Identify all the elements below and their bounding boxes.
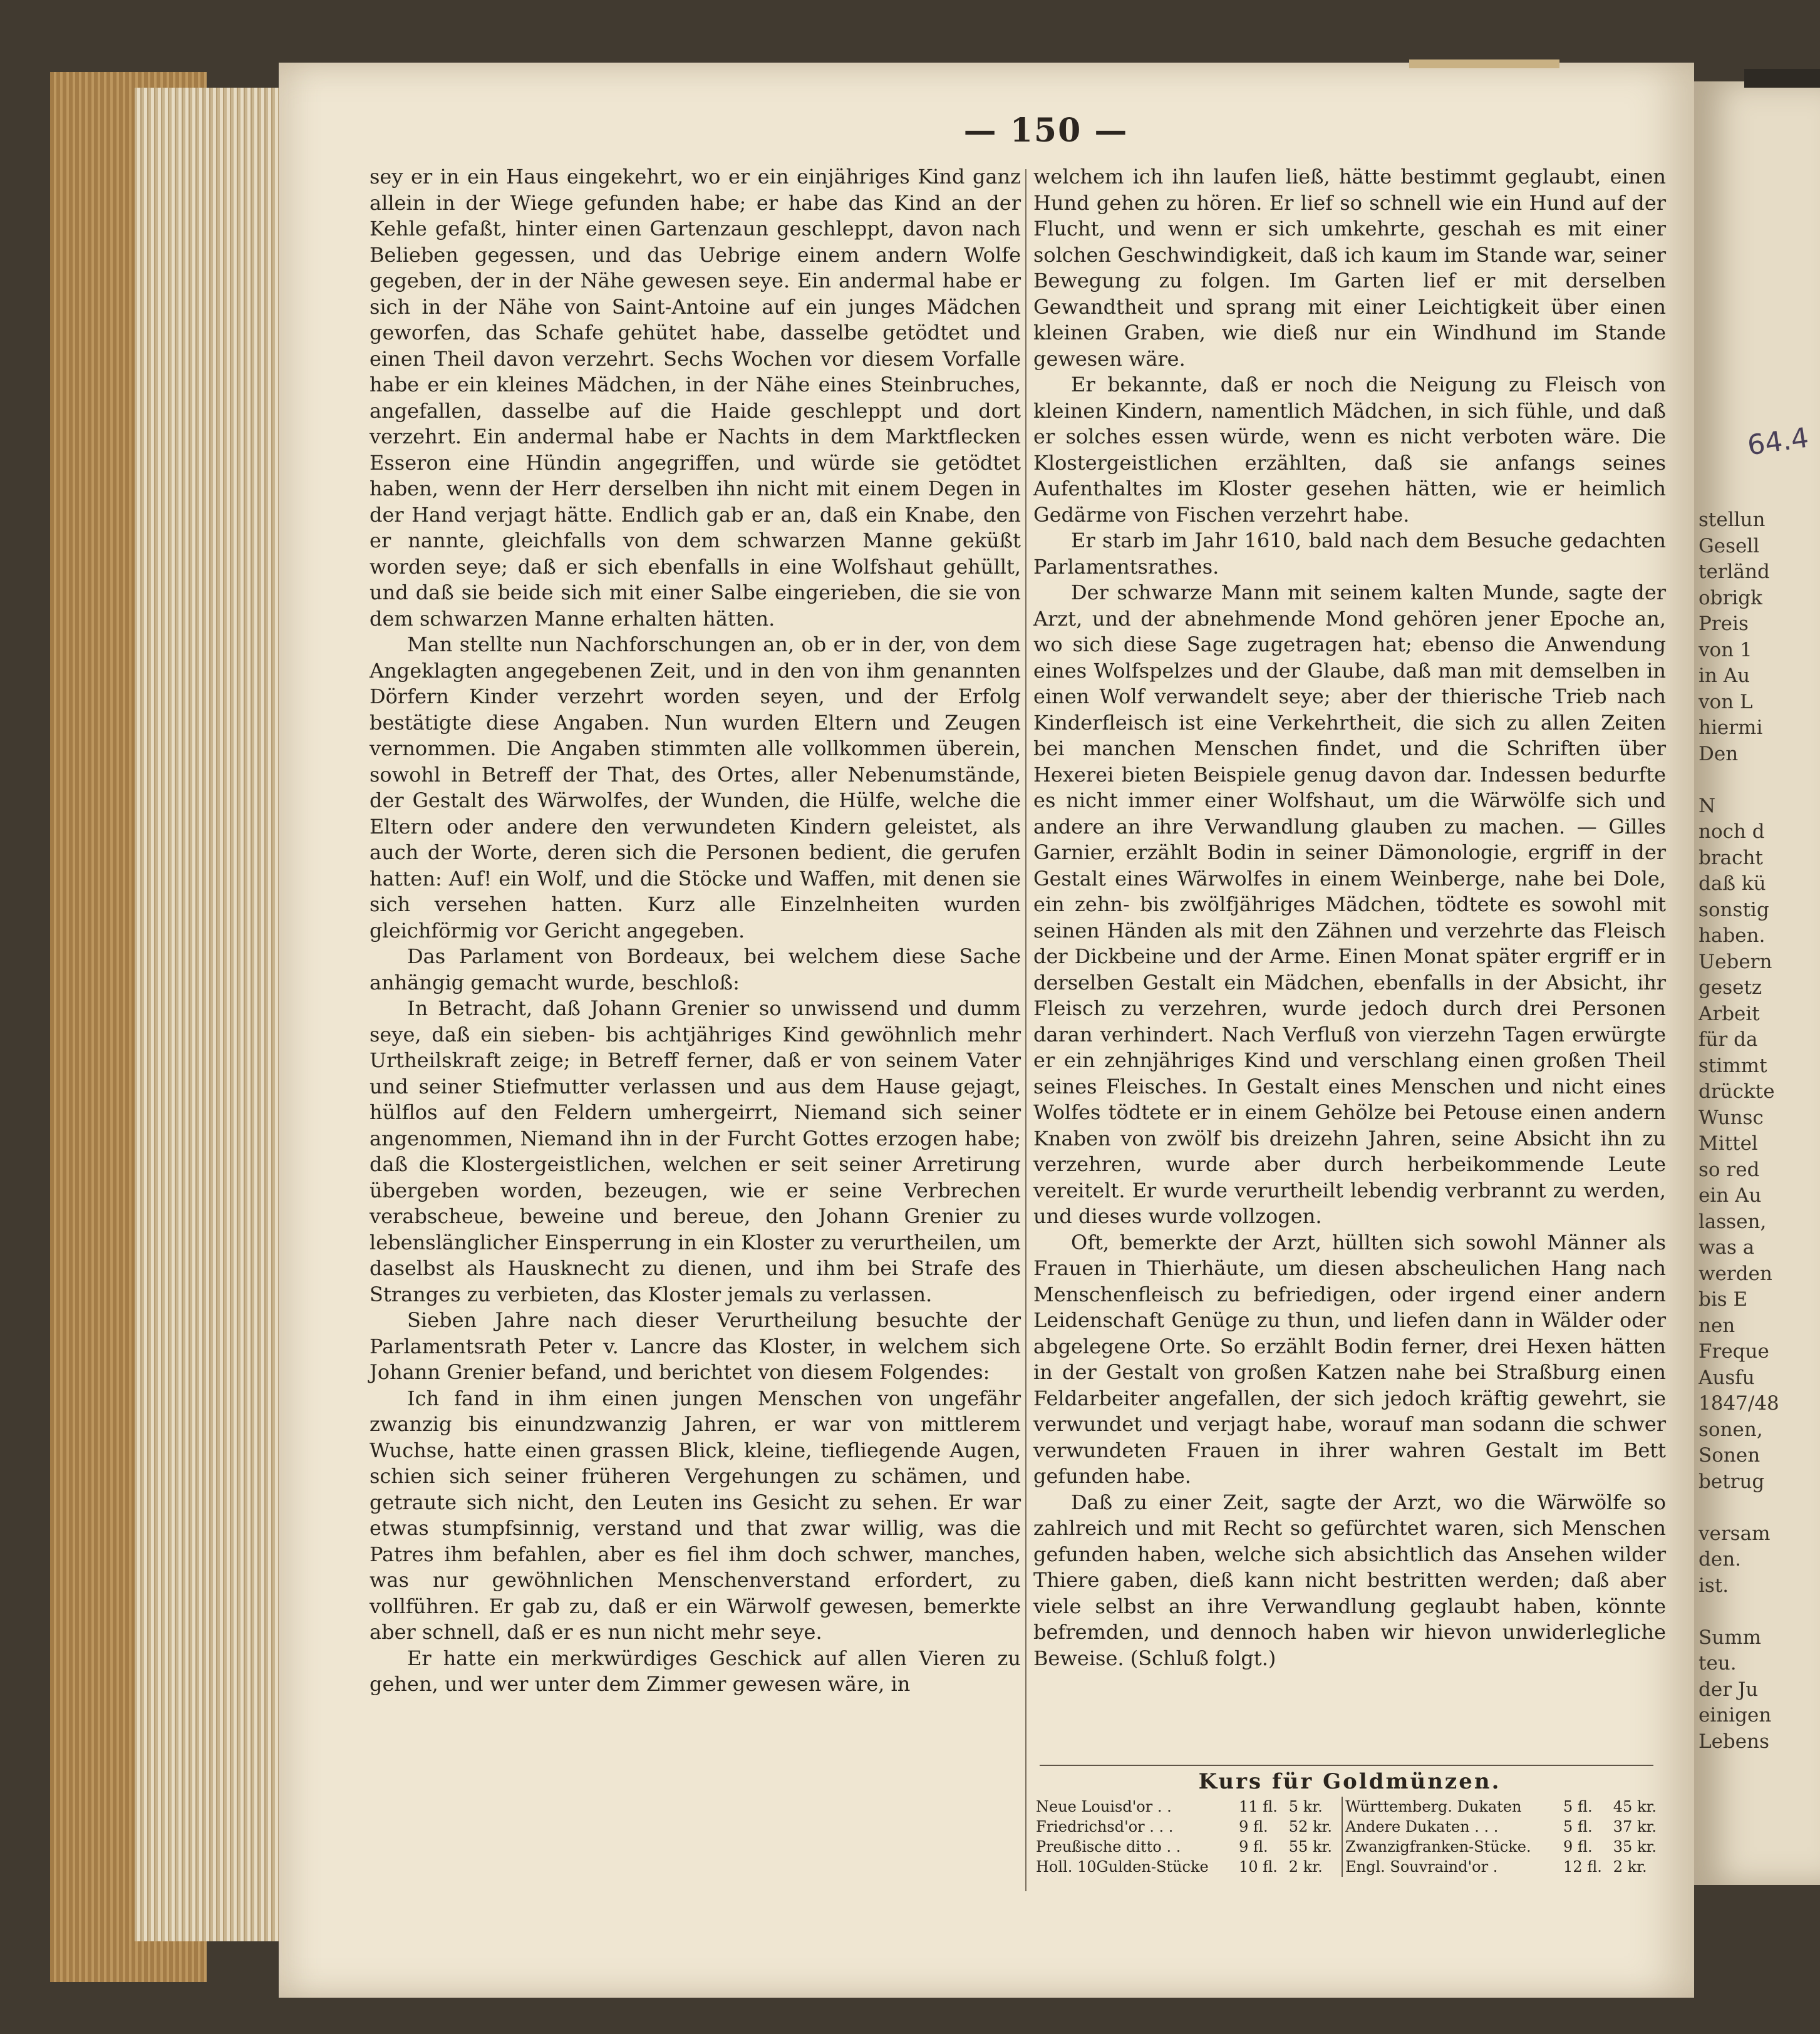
column-rule [1025, 169, 1026, 1891]
margin-line [1698, 767, 1817, 793]
margin-line: obrigk [1698, 586, 1762, 609]
margin-line: gesetz [1698, 976, 1762, 999]
rate-cell: 5 kr. [1288, 1798, 1323, 1815]
margin-line: der Ju [1698, 1678, 1759, 1701]
margin-line: Den [1698, 742, 1739, 765]
gold-coin-rates [1033, 1769, 1666, 1877]
paragraph: Der schwarze Mann mit seinem kalten Munde, sagte der Arzt, und der abnehmende Mond gehören jener Epoche an, wo sich diese Sage zugetragen hat; ebenso die Anwendung eines Wolfspelzes und der Glaube, daß man mit demselben in einen Wolf verwandelt seye; aber der thierische Trieb nach Kinderfleisch ist eine Verkehrtheit, die sich zu allen Zeiten bei manchen Menschen findet, und die Schriften über Hexerei bieten Beispiele genug davon dar. Indessen bedurfte es nicht immer einer Wolfshaut, um die Wärwölfe sich und andere an ihre Verwandlung glauben zu machen. — Gilles Garnier, erzählt Bodin in seiner Dämonologie, ergriff in der Gestalt eines Wärwolfes in einem Weinberge, nahe bei Dole, ein zehn- bis zwölfjähriges Mädchen, tödtete es sowohl mit seinen Händen als mit den Zähnen und verzehrte das Fleisch der Dickbeine und der Arme. Einen Monat später ergriff er in derselben Gestalt ein Mädchen, ebenfalls in der Absicht, ihr Fleisch zu verzehren, wurde jedoch durch drei Personen daran verhindert. Nach Verfluß von vierzehn Tagen erwürgte er ein zehnjähriges Kind und verschlang einen großen Theil seines Fleisches. In Gestalt eines Menschen und nicht eines Wolfes tödtete er in einem Gehölze bei Petouse einen andern Knaben von zwölf bis dreizehn Jahren, seine Absicht ihn zu verzehren, wurde aber durch herbeikommende Leute vereitelt. Er wurde verurtheilt lebendig verbrannt zu werden, und dieses wurde vollzogen. [1033, 581, 1666, 1228]
margin-line: betrug [1698, 1470, 1765, 1493]
margin-line: werden [1698, 1262, 1772, 1285]
rates-table [1033, 1797, 1666, 1877]
paragraph: Daß zu einer Zeit, sagte der Arzt, wo die Wärwölfe so zahlreich und mit Recht so gefürchtet waren, sich Menschen gefunden haben, welche sich absichtlich das Ansehen wilder Thiere gaben, dieß kann nicht bestritten werden; daß aber viele selbst an ihre Verwandlung geglaubt haben, könnte befremden, und dennoch haben wir hievon unwiderlegliche Beweise. (Schluß folgt.) [1033, 1490, 1666, 1670]
rates-title: Kurs für Goldmünzen. [1198, 1769, 1501, 1794]
margin-line: terländ [1698, 560, 1770, 583]
rate-cell: 12 fl. [1563, 1858, 1602, 1876]
margin-line: was a [1698, 1236, 1755, 1259]
margin-line: Sonen [1698, 1444, 1761, 1467]
margin-line: noch d [1698, 820, 1765, 843]
margin-line: einigen [1698, 1704, 1772, 1727]
handwritten-note: 64.4 [1745, 421, 1811, 462]
paragraph: sey er in ein Haus eingekehrt, wo er ein einjähriges Kind ganz allein in der Wiege gefunden habe; er habe das Kind an der Kehle gefaßt, hinter einen Gartenzaun geschleppt, davon nach Belieben gegessen, und das Uebrige einem andern Wolfe gegeben, der in der Nähe gewesen seye. Ein andermal habe er sich in der Nähe von Saint-Antoine auf ein junges Mädchen geworfen, das Schafe gehütet habe, dasselbe getödtet und einen Theil davon verzehrt. Sechs Wochen vor diesem Vorfalle habe er ein kleines Mädchen, in der Nähe eines Steinbruches, angefallen, dasselbe auf die Haide geschleppt und dort verzehrt. Ein andermal habe er Nachts in dem Marktflecken Esseron eine Hündin angegriffen, und würde sie getödtet haben, wenn der Herr derselben ihn nicht mit einem Degen in der Hand verjagt hätte. Endlich gab er an, daß ein Knabe, den er nannte, gleichfalls von dem schwarzen Manne geküßt worden seye; daß er sich ebenfalls in eine Wolfshaut gehüllt, und daß sie beide sich mit einer Salbe eingerieben, die sie von dem schwarzen Manne erhalten hätten. [370, 165, 1021, 631]
margin-line: nen [1698, 1314, 1735, 1337]
tape-strip [1409, 59, 1559, 68]
margin-line: ein Au [1698, 1184, 1762, 1207]
rate-cell: Preußische ditto . . [1036, 1838, 1181, 1856]
margin-line: in Au [1698, 664, 1750, 687]
margin-line [1698, 1599, 1817, 1625]
rate-cell: 9 fl. [1563, 1838, 1593, 1856]
margin-line: Mittel [1698, 1132, 1758, 1155]
rate-cell: 35 kr. [1613, 1838, 1657, 1856]
rate-cell: Neue Louisd'or . . [1036, 1798, 1172, 1815]
paragraph: Er starb im Jahr 1610, bald nach dem Besuche gedachten Parlamentsrathes. [1033, 529, 1666, 579]
rate-cell: Holl. 10Gulden-Stücke [1036, 1858, 1209, 1876]
margin-line: Wunsc [1698, 1106, 1764, 1129]
rate-cell: 52 kr. [1288, 1818, 1332, 1835]
rate-cell: 2 kr. [1613, 1858, 1647, 1876]
margin-line: den. [1698, 1548, 1742, 1571]
rate-cell: 9 fl. [1239, 1838, 1268, 1856]
margin-line: lassen, [1698, 1210, 1767, 1233]
margin-line: ist. [1698, 1574, 1729, 1597]
margin-line: versam [1698, 1522, 1771, 1545]
paragraph: Ich fand in ihm einen jungen Menschen von ungefähr zwanzig bis einundzwanzig Jahren, er war von mittlerem Wuchse, hatte einen grassen Blick, kleine, tiefliegende Augen, schien sich seiner früheren Vergehungen zu schämen, und getraute sich nicht, den Leuten ins Gesicht zu sehen. Er war etwas stumpfsinnig, verstand und that zwar willig, was die Patres ihm befahlen, aber es fiel ihm doch schwer, manches, was nur gewöhnlichen Menschenverstand erfordert, zu vollführen. Er gab zu, daß er ein Wärwolf gewesen, bemerkte aber schnell, daß er es nun nicht mehr seye. [370, 1386, 1021, 1644]
page-header [914, 111, 1177, 155]
clip-shadow [1744, 69, 1820, 88]
paragraph: In Betracht, daß Johann Grenier so unwissend und dumm seye, daß ein sieben- bis achtjähriges Kind gewöhnlich mehr Urtheilskraft zeige; in Betreff ferner, daß er von seinem Vater und seiner Stiefmutter verlassen und aus dem Hause gejagt, hülflos auf den Feldern umhergeirrt, Niemand sich seiner angenommen, Niemand ihn in der Furcht Gottes erzogen habe; daß die Klostergeistlichen, welchen er seit seiner Arretirung übergeben worden, bezeugen, wie er seine Verbrechen verabscheue, beweine und bereue, den Johann Grenier zu lebenslänglicher Einsperrung in ein Kloster zu verurtheilen, um daselbst als Hausknecht zu dienen, und ihm bei Strafe des Stranges zu verbieten, das Kloster jemals zu verlassen. [370, 996, 1021, 1306]
rate-cell: 2 kr. [1288, 1858, 1323, 1876]
margin-line: daß kü [1698, 872, 1766, 895]
page-edges [135, 88, 279, 1941]
margin-line: 1847/48 [1698, 1392, 1779, 1415]
rate-row [1033, 1797, 1666, 1817]
rate-cell: Zwanzigfranken-Stücke. [1342, 1837, 1561, 1857]
paragraph: Er bekannte, daß er noch die Neigung zu Fleisch von kleinen Kindern, namentlich Mädchen, in sich fühle, und daß er solches essen würde, wenn es nicht verboten wäre. Die Klostergeistlichen erzählten, daß sie anfangs seines Aufenthaltes im Kloster gesehen hätten, wie er heimlich Gedärme von Fischen verzehrt habe. [1033, 373, 1666, 527]
margin-line: sonstig [1698, 898, 1769, 921]
margin-line: teu. [1698, 1652, 1737, 1675]
margin-line: drückte [1698, 1080, 1775, 1103]
rate-row [1033, 1857, 1666, 1877]
margin-line: Arbeit [1698, 1002, 1760, 1025]
margin-line: so red [1698, 1158, 1760, 1181]
margin-line: stimmt [1698, 1054, 1767, 1077]
next-page-margin-text [1698, 507, 1817, 1755]
margin-line: bis E [1698, 1288, 1748, 1311]
rate-cell: 5 fl. [1563, 1818, 1593, 1835]
rate-cell: 11 fl. [1239, 1798, 1278, 1815]
paragraph: Sieben Jahre nach dieser Verurtheilung besuchte der Parlamentsrath Peter v. Lancre das Kloster, in welchem sich Johann Grenier befand, und berichtet von diesem Folgendes: [370, 1308, 1021, 1384]
paragraph: Das Parlament von Bordeaux, bei welchem diese Sache anhängig gemacht wurde, beschloß: [370, 944, 1021, 994]
margin-line: Uebern [1698, 950, 1772, 973]
rate-cell: Friedrichsd'or . . . [1036, 1818, 1174, 1835]
rate-row [1033, 1837, 1666, 1857]
table-separator [1040, 1765, 1653, 1766]
margin-line: Gesell [1698, 534, 1760, 557]
paragraph: Oft, bemerkte der Arzt, hüllten sich sowohl Männer als Frauen in Thierhäute, um diesen abscheulichen Hang nach Menschenfleisch zu befriedigen, oder irgend einer andern Leidenschaft Genüge zu thun, und liefen dann in Wälder oder abgelegene Orte. So erzählt Bodin ferner, drei Hexen hätten in der Gestalt von großen Katzen nahe bei Straßburg einen Feldarbeiter angefallen, der sich jedoch kräftig gewehrt, sie verwundet und verjagt habe, worauf man sodann die schwer verwundeten Frauen in ihrer wahren Gestalt im Bett gefunden habe. [1033, 1230, 1666, 1488]
margin-line [1698, 1495, 1817, 1521]
margin-line: stellun [1698, 508, 1766, 531]
margin-line: haben. [1698, 924, 1766, 947]
rate-cell: 55 kr. [1288, 1838, 1332, 1856]
right-text-column [1033, 164, 1666, 1671]
paragraph: Er hatte ein merkwürdiges Geschick auf allen Vieren zu gehen, und wer unter dem Zimmer gewesen wäre, in [370, 1646, 1021, 1696]
margin-line: Freque [1698, 1340, 1769, 1363]
rate-cell: 9 fl. [1239, 1818, 1268, 1835]
margin-line: N [1698, 794, 1716, 817]
rate-cell: 5 fl. [1563, 1798, 1593, 1815]
page-number: 150 [1010, 111, 1082, 150]
margin-line: von L [1698, 690, 1753, 713]
margin-line: Preis [1698, 612, 1749, 635]
left-text-column [370, 164, 1021, 1698]
margin-line: hiermi [1698, 716, 1763, 739]
margin-line: Lebens [1698, 1730, 1769, 1753]
rate-cell: 10 fl. [1239, 1858, 1278, 1876]
paragraph: welchem ich ihn laufen ließ, hätte bestimmt geglaubt, einen Hund gehen zu hören. Er lief so schnell wie ein Hund auf der Flucht, und wenn er sich umkehrte, geschah es mit einer solchen Geschwindigkeit, daß ich kaum im Stande war, seiner Bewegung zu folgen. Im Garten lief er mit derselben Gewandtheit und sprang mit einer Leichtigkeit über einen kleinen Graben, wie dieß nur ein Windhund im Stande gewesen wäre. [1033, 165, 1666, 371]
margin-line: Ausfu [1698, 1366, 1755, 1389]
margin-line: sonen, [1698, 1418, 1763, 1441]
rate-row [1033, 1817, 1666, 1837]
margin-line: Summ [1698, 1626, 1761, 1649]
margin-line: bracht [1698, 846, 1763, 869]
header-ornament-right: — [1094, 111, 1129, 150]
margin-line: von 1 [1698, 638, 1752, 661]
rate-cell: Andere Dukaten . . . [1342, 1817, 1561, 1837]
rate-cell: Württemberg. Dukaten [1342, 1797, 1561, 1817]
rate-cell: 45 kr. [1613, 1798, 1657, 1815]
paragraph: Man stellte nun Nachforschungen an, ob er in der, von dem Angeklagten angegebenen Zeit, und in den von ihm genannten Dörfern Kinder verzehrt worden seyen, und der Erfolg bestätigte diese Angaben. Nun wurden Eltern und Zeugen vernommen. Die Angaben stimmten alle vollkommen überein, sowohl in Betreff der That, des Ortes, aller Nebenumstände, der Gestalt des Wärwolfes, der Wunden, die Hülfe, welche die Eltern oder andere den verwundeten Kindern geleistet, als auch der Worte, deren sich die Personen bedient, die gerufen hatten: Auf! ein Wolf, und die Stöcke und Waffen, mit denen sie sich versehen hatten. Kurz alle Einzelnheiten wurden gleichförmig vor Gericht angegeben. [370, 632, 1021, 942]
header-ornament-left: — [963, 111, 998, 150]
rate-cell: Engl. Souvraind'or . [1342, 1857, 1561, 1877]
margin-line: für da [1698, 1028, 1758, 1051]
rate-cell: 37 kr. [1613, 1818, 1657, 1835]
